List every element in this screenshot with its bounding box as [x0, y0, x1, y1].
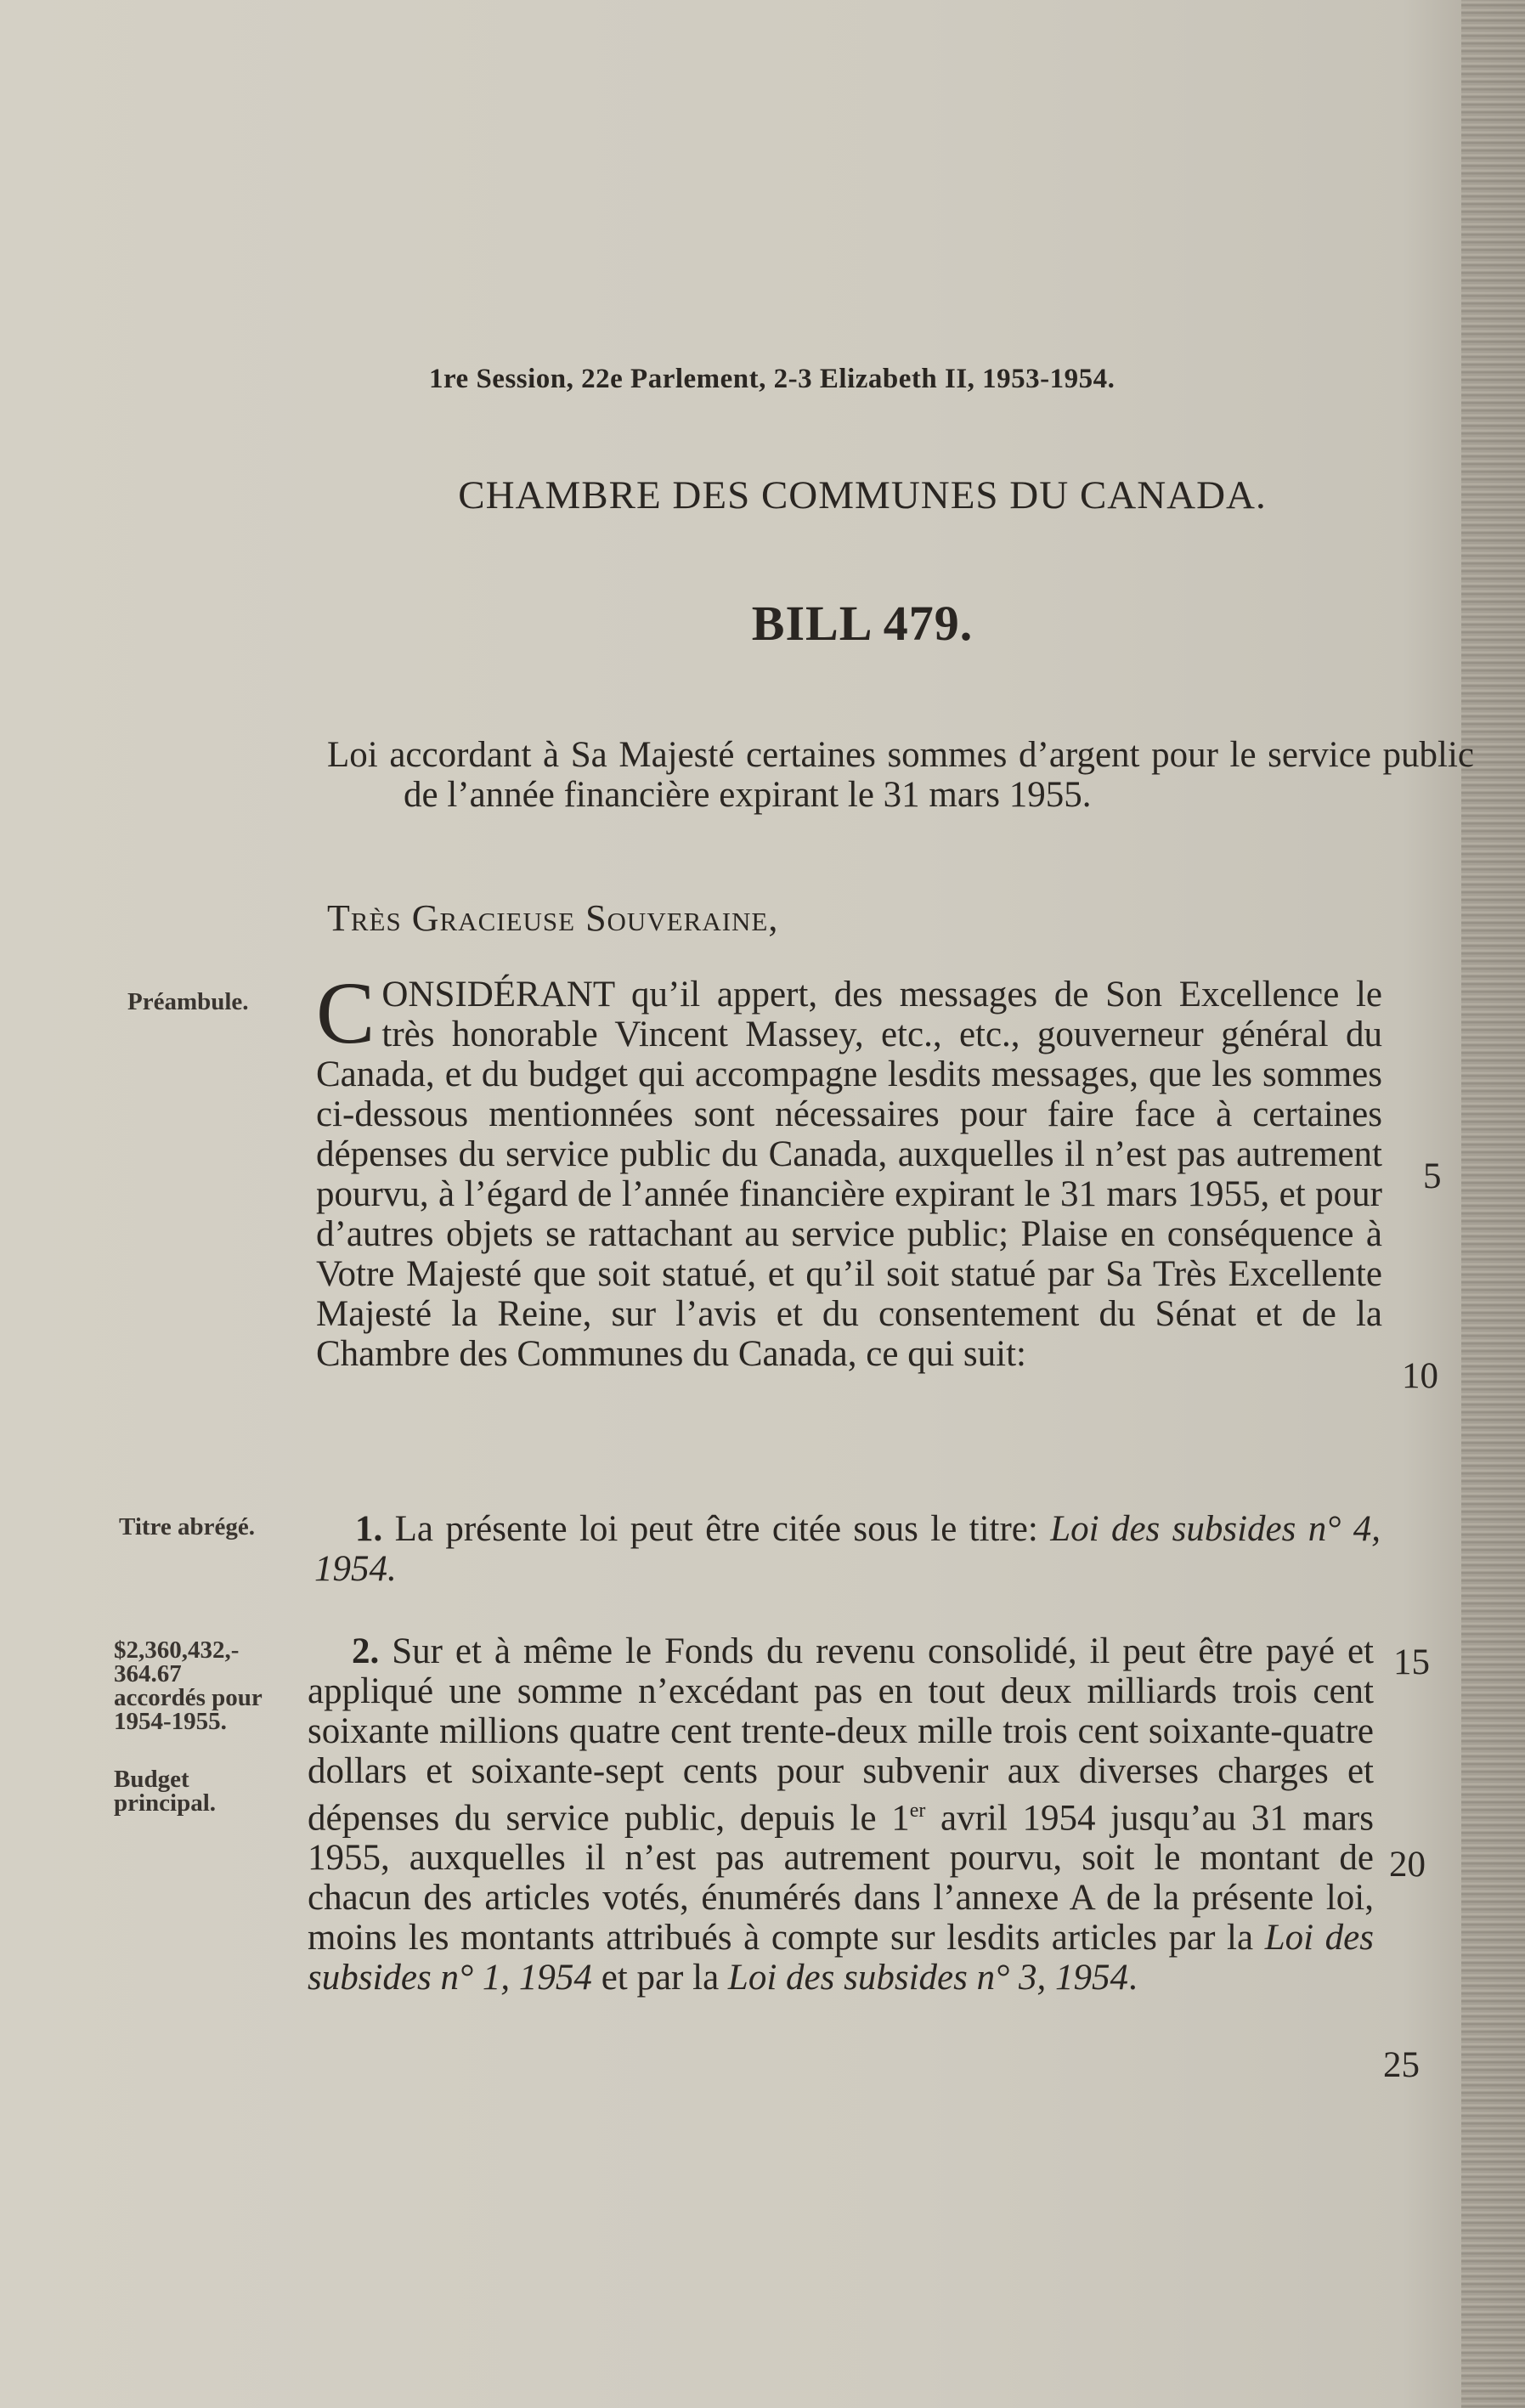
- session-header: 1re Session, 22e Parlement, 2-3 Elizabeth II, 1953-1954.: [429, 364, 1116, 394]
- bill-title: BILL 479.: [751, 596, 974, 651]
- margin-note-amount-line-4: 1954-1955.: [114, 1708, 227, 1735]
- section-2-paragraph: [308, 1631, 1374, 1998]
- margin-note-amount-line-1: $2,360,432,-: [114, 1636, 240, 1664]
- margin-note-amount-line-2: 364.67: [114, 1660, 182, 1687]
- margin-note-short-title: Titre abrégé.: [119, 1513, 255, 1540]
- section-2-text-d: .: [1128, 1958, 1138, 1998]
- section-2-text-b: avril 1954 jusqu’au 31 mars 1955, auxquelles il n’est pas autrement pourvu, soit le montant de chacun des articles votés, énumérés dans l’annexe A de la présente loi, moins les montants attribués à compte sur lesdits articles par la: [308, 1798, 1374, 1959]
- preamble-paragraph: [316, 964, 1382, 1374]
- line-number-5: 5: [1423, 1156, 1442, 1196]
- margin-note-budget-line-2: principal.: [114, 1789, 217, 1817]
- page-edge: [1461, 0, 1525, 2408]
- section-1-paragraph: [314, 1509, 1381, 1589]
- margin-note-amount-line-3: accordés pour: [114, 1684, 263, 1711]
- margin-note-budget-line-1: Budget: [114, 1766, 189, 1793]
- section-2-act-ref-1: Loi des subsides n° 1, 1954: [308, 1918, 1374, 1998]
- section-2-text-a: Sur et à même le Fonds du revenu consolidé, il peut être payé et appliqué une somme n’excédant pas en tout deux milliards trois cent soixante millions quatre cent trente-deux mille trois cent soixante-quatre dollars et soixante-sept cents pour subvenir aux diverses charges et dépenses du service public, depuis le 1: [308, 1631, 1374, 1839]
- section-2-act-ref-2: Loi des subsides n° 3, 1954: [727, 1958, 1129, 1998]
- salutation: Très Gracieuse Souveraine,: [327, 897, 779, 939]
- preamble-text: ONSIDÉRANT qu’il appert, des messages de Son Excellence le très honorable Vincent Massey, etc., etc., gouverneur général du Canada, et du budget qui accompagne lesdits messages, que les sommes ci-dessous mentionnées sont nécessaires pour faire face à certaines dépenses du service public du Canada, auxquelles il n’est pas autrement pourvu, à l’égard de l’année financière expirant le 31 mars 1955, et pour d’autres objets se rattachant au service public; Plaise en conséquence à Votre Majesté que soit statué, et qu’il soit statué par Sa Très Excellente Majesté la Reine, sur l’avis et du consentement du Sénat et de la Chambre des Communes du Canada, ce qui suit:: [316, 975, 1382, 1374]
- line-number-10: 10: [1402, 1356, 1438, 1396]
- section-2-number: 2.: [352, 1631, 380, 1671]
- section-1-number: 1.: [355, 1509, 383, 1549]
- long-title: Loi accordant à Sa Majesté certaines sommes d’argent pour le service public de l’année financière expirant le 31 mars 1955.: [327, 735, 1474, 815]
- section-2-superscript: er: [909, 1800, 926, 1822]
- margin-note-preamble: Préambule.: [127, 988, 249, 1015]
- line-number-15: 15: [1393, 1642, 1430, 1682]
- section-2-text-c: et par la: [601, 1958, 720, 1998]
- section-1-text: La présente loi peut être citée sous le titre:: [394, 1509, 1038, 1549]
- house-header: CHAMBRE DES COMMUNES DU CANADA.: [458, 473, 1267, 517]
- section-1-short-title: Loi des subsides n° 4, 1954.: [314, 1509, 1381, 1589]
- line-number-20: 20: [1389, 1845, 1426, 1885]
- margin-note-amount: [114, 1638, 263, 1733]
- margin-note-budget: [114, 1767, 216, 1815]
- preamble-dropcap: C: [316, 964, 376, 1062]
- line-number-25: 25: [1383, 2045, 1420, 2085]
